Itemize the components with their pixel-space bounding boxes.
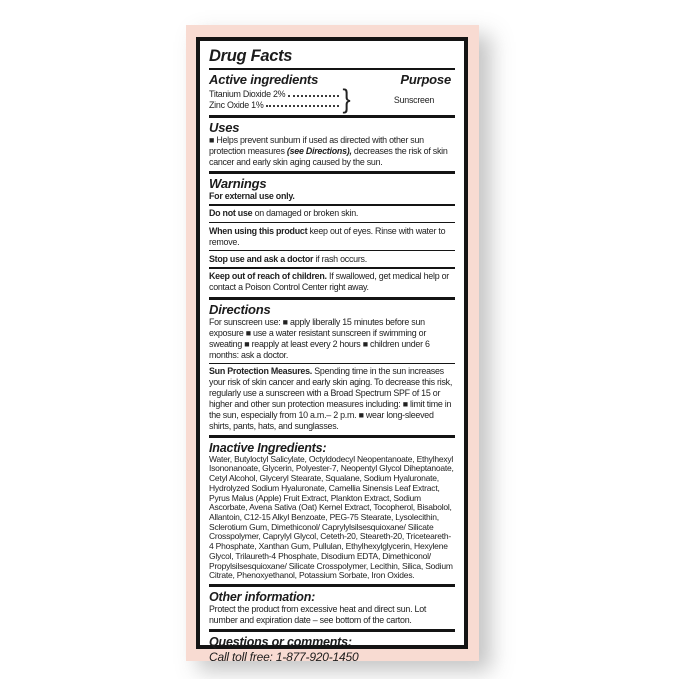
section-divider xyxy=(209,435,455,438)
purpose-value: Sunscreen xyxy=(393,94,435,105)
brace-glyph: } xyxy=(342,83,351,114)
warning-item xyxy=(209,253,455,265)
warning-lead: Stop use and ask a doctor xyxy=(209,253,314,264)
section-divider xyxy=(209,629,455,632)
warnings-heading: Warnings xyxy=(209,175,267,191)
section-divider xyxy=(209,363,455,365)
title-divider xyxy=(209,68,455,70)
inactive-ingredients-section xyxy=(209,441,455,581)
uses-heading: Uses xyxy=(209,119,240,135)
uses-text-before: ■ Helps prevent sunburn if used as directed with other sun protection measures xyxy=(209,135,424,156)
warning-item xyxy=(209,271,455,294)
sun-protection-section xyxy=(209,366,455,431)
directions-text: For sunscreen use: ■ apply liberally 15 minutes before sun exposure ■ use a water resistant sunscreen if swimming or sweating ■ reapply at least every 2 hours ■ children under 6 months: ask a doctor. xyxy=(209,317,430,360)
dotted-leader xyxy=(266,105,339,107)
other-information-section xyxy=(209,590,455,626)
inactive-ingredients-text: Water, Butyloctyl Salicylate, Octyldodecyl Neopentanoate, Ethylhexyl Isononanoate, Glycerin, Polyester-7, Neopentyl Glycol Diheptanoate, Cetyl Alcohol, Glyceryl Stearate, Squalane, Sodium Hyaluronate, Hydrolyzed Sodium Hyaluronate, Camellia Sinensis Leaf Extract, Pyrus Malus (Apple) Fruit Extract, Plankton Extract, Sodium Ascorbate, Avena Sativa (Oat) Kernel Extract, Tocopherol, Bisabolol, Allantoin, C12-15 Alkyl Benzoate, PEG-75 Stearate, Lysolecithin, Sclerotium Gum, Dimethiconol/ Caprylylsilsesquioxane/ Silicate Crosspolymer, Caprylyl Glycol, Ceteth-20, Steareth-20, Triceteareth-4 Phosphate, Xanthan Gum, Pullulan, Ethylhexylglycerin, Hexylene Glycol, Trilaureth-4 Phosphate, Disodium EDTA, Dimethiconol/ Propylsilsesquioxane/ Silicate Crosspolymer, Lecithin, Silica, Sodium Citrate, Phenoxyethanol, Potassium Sorbate, Iron Oxides. xyxy=(209,453,454,581)
purpose-heading: Purpose xyxy=(400,71,451,87)
warning-rest: if rash occurs. xyxy=(313,253,367,264)
warning-rest: If swallowed, get medical help or contact a Poison Control Center right away. xyxy=(209,271,449,293)
active-ingredient-row xyxy=(209,89,342,100)
warning-lead: Do not use xyxy=(209,208,253,219)
warning-divider xyxy=(209,267,455,269)
active-ingredient-name: Titanium Dioxide 2% xyxy=(209,88,286,99)
warning-divider xyxy=(209,204,455,206)
warning-divider xyxy=(209,222,455,224)
questions-heading: Questions or comments: xyxy=(209,634,352,649)
warning-rest: keep out of eyes. Rinse with water to remove. xyxy=(209,225,446,247)
directions-section xyxy=(209,303,455,361)
warning-divider xyxy=(209,250,455,252)
section-divider xyxy=(209,171,455,174)
toll-free-number: Call toll free: 1-877-920-1450 xyxy=(209,649,359,664)
sun-protection-text xyxy=(209,366,455,431)
active-ingredients-section xyxy=(209,73,455,112)
section-divider xyxy=(209,584,455,587)
section-divider xyxy=(209,297,455,300)
dotted-leader xyxy=(288,95,339,97)
sun-protection-rest: Spending time in the sun increases your risk of skin cancer and early skin aging. To decrease this risk, regularly use a sunscreen with a Broad Spectrum SPF of 15 or higher and other sun protection measures including: ■ limit time in the sun, especially from 10 a.m.– 2 p.m. ■ wear long-sleeved shirts, pants, hats, and sunglasses. xyxy=(209,366,453,431)
warning-item xyxy=(209,208,455,220)
warning-lead: Keep out of reach of children. xyxy=(209,271,327,282)
warning-item xyxy=(209,225,455,248)
sun-protection-lead: Sun Protection Measures. xyxy=(209,366,312,377)
uses-text-after: decreases the risk of skin cancer and early skin aging caused by the sun. xyxy=(209,145,448,167)
other-information-heading: Other information: xyxy=(209,589,316,604)
warnings-subheading: For external use only. xyxy=(209,191,295,202)
active-ingredients-heading: Active ingredients xyxy=(209,71,319,87)
warning-rest: on damaged or broken skin. xyxy=(252,208,359,219)
directions-heading: Directions xyxy=(209,301,271,317)
active-ingredient-name: Zinc Oxide 1% xyxy=(209,99,264,110)
carton-panel xyxy=(186,25,479,664)
warning-lead: When using this product xyxy=(209,225,308,236)
other-information-text: Protect the product from excessive heat and direct sun. Lot number and expiration date – see bottom of the carton. xyxy=(209,603,427,625)
inactive-ingredients-heading: Inactive Ingredients: xyxy=(209,440,327,455)
uses-section xyxy=(209,121,455,168)
drug-facts-title: Drug Facts xyxy=(209,47,293,65)
questions-section xyxy=(209,635,455,665)
active-ingredient-row xyxy=(209,100,342,111)
drug-facts-label xyxy=(196,37,468,664)
uses-text-emphasis: (see Directions), xyxy=(286,145,352,156)
section-divider xyxy=(209,115,455,118)
warnings-section xyxy=(209,177,455,202)
uses-text xyxy=(209,135,455,168)
